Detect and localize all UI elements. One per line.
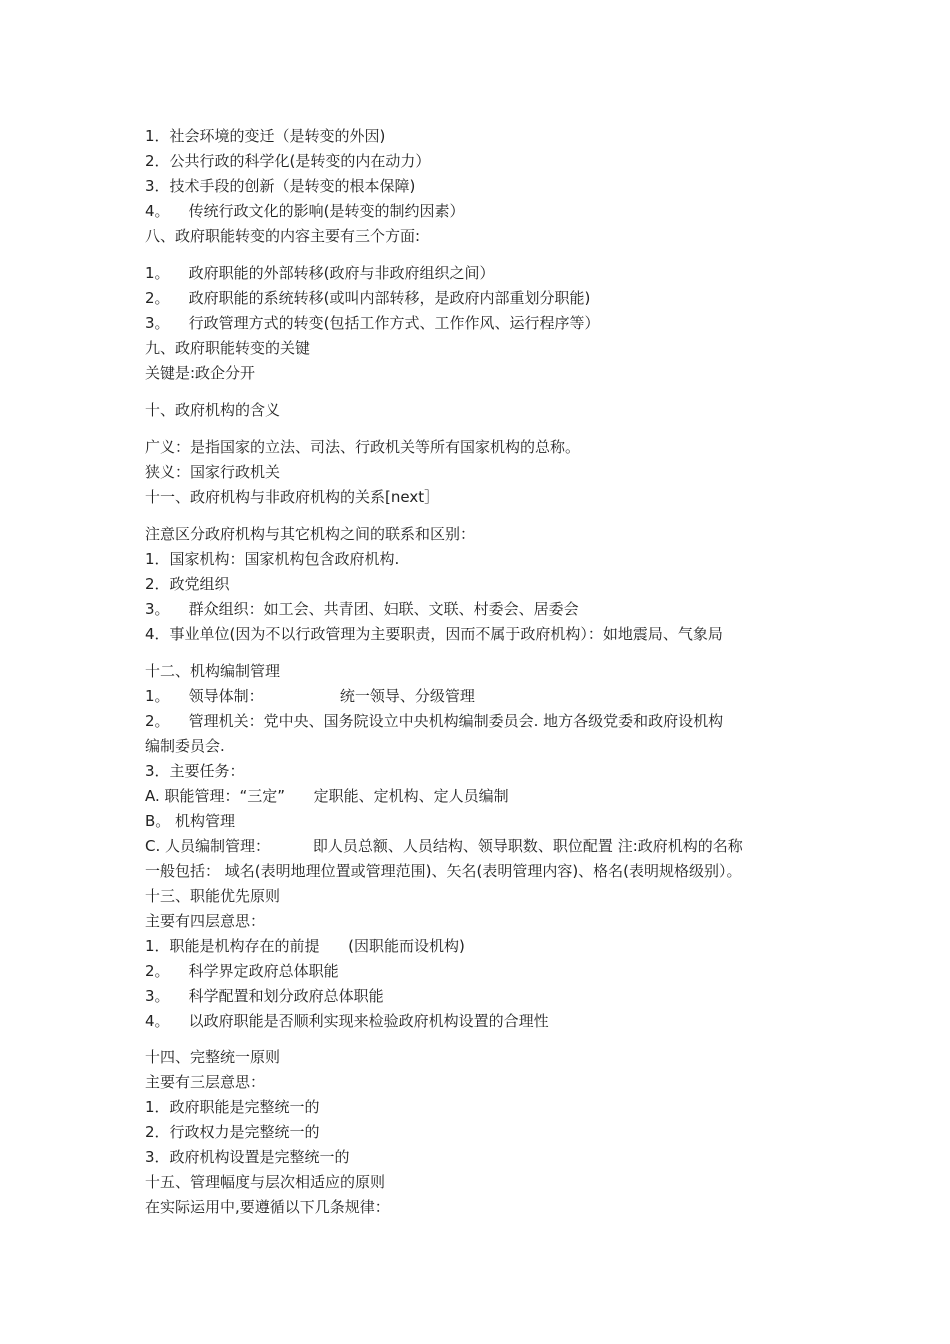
section-heading: 十一、政府机构与非政府机构的关系[next］ <box>145 488 440 506</box>
text-line: 一般包括： 域名(表明地理位置或管理范围)、矢名(表明管理内容)、格名(表明规格级别）。 <box>145 862 742 880</box>
text-line: 在实际运用中,要遵循以下几条规律： <box>145 1198 390 1216</box>
section-heading: 十三、职能优先原则 <box>145 887 281 905</box>
text-line: 3。 行政管理方式的转变(包括工作方式、工作作风、运行程序等） <box>145 314 600 332</box>
section-heading: 八、政府职能转变的内容主要有三个方面: <box>145 227 421 245</box>
text-line: 1。 领导体制： 统一领导、分级管理 <box>145 687 475 705</box>
text-line: 注意区分政府机构与其它机构之间的联系和区别： <box>145 525 476 543</box>
text-line: 1．政府职能是完整统一的 <box>145 1098 320 1116</box>
section-heading: 九、政府职能转变的关键 <box>145 339 311 357</box>
text-line: 3．政府机构设置是完整统一的 <box>145 1148 350 1166</box>
text-line: 3。 群众组织：如工会、共青团、妇联、文联、村委会、居委会 <box>145 600 579 618</box>
section-heading: 十四、完整统一原则 <box>145 1048 281 1066</box>
text-line: 2．政党组织 <box>145 575 230 593</box>
section-heading: 十、政府机构的含义 <box>145 401 281 419</box>
text-line: 4。 传统行政文化的影响(是转变的制约因素） <box>145 202 465 220</box>
text-line: 1。 政府职能的外部转移(政府与非政府组织之间） <box>145 264 495 282</box>
section-heading: 十二、机构编制管理 <box>145 662 281 680</box>
text-line: 4．事业单位(因为不以行政管理为主要职责，因而不属于政府机构）：如地震局、气象局 <box>145 625 723 643</box>
text-line: 3．技术手段的创新（是转变的根本保障) <box>145 177 416 195</box>
text-line: 1．职能是机构存在的前提 (因职能而设机构) <box>145 937 465 955</box>
text-line: 2。 政府职能的系统转移(或叫内部转移，是政府内部重划分职能) <box>145 289 591 307</box>
text-line: 2。 科学界定政府总体职能 <box>145 962 339 980</box>
text-line: 主要有四层意思： <box>145 912 266 930</box>
text-line: 1．国家机构：国家机构包含政府机构. <box>145 550 400 568</box>
text-line: 编制委员会. <box>145 737 225 755</box>
text-line: 广义：是指国家的立法、司法、行政机关等所有国家机构的总称。 <box>145 438 581 456</box>
text-line: 4。 以政府职能是否顺利实现来检验政府机构设置的合理性 <box>145 1012 549 1030</box>
text-line: 2。 管理机关：党中央、国务院设立中央机构编制委员会. 地方各级党委和政府设机构 <box>145 712 724 730</box>
text-line: 2．行政权力是完整统一的 <box>145 1123 320 1141</box>
text-line: C. 人员编制管理： 即人员总额、人员结构、领导职数、职位配置 注:政府机构的名称 <box>145 837 743 855</box>
text-line: 3．主要任务： <box>145 762 245 780</box>
text-line: B。 机构管理 <box>145 812 236 830</box>
section-heading: 十五、管理幅度与层次相适应的原则 <box>145 1173 386 1191</box>
text-line: 主要有三层意思： <box>145 1073 266 1091</box>
text-line: 2．公共行政的科学化(是转变的内在动力） <box>145 152 431 170</box>
text-line: 关键是:政企分开 <box>145 364 256 382</box>
text-line: 狭义：国家行政机关 <box>145 463 281 481</box>
text-line: 1．社会环境的变迁（是转变的外因) <box>145 127 386 145</box>
text-line: A. 职能管理：“三定” 定职能、定机构、定人员编制 <box>145 787 509 805</box>
text-line: 3。 科学配置和划分政府总体职能 <box>145 987 384 1005</box>
